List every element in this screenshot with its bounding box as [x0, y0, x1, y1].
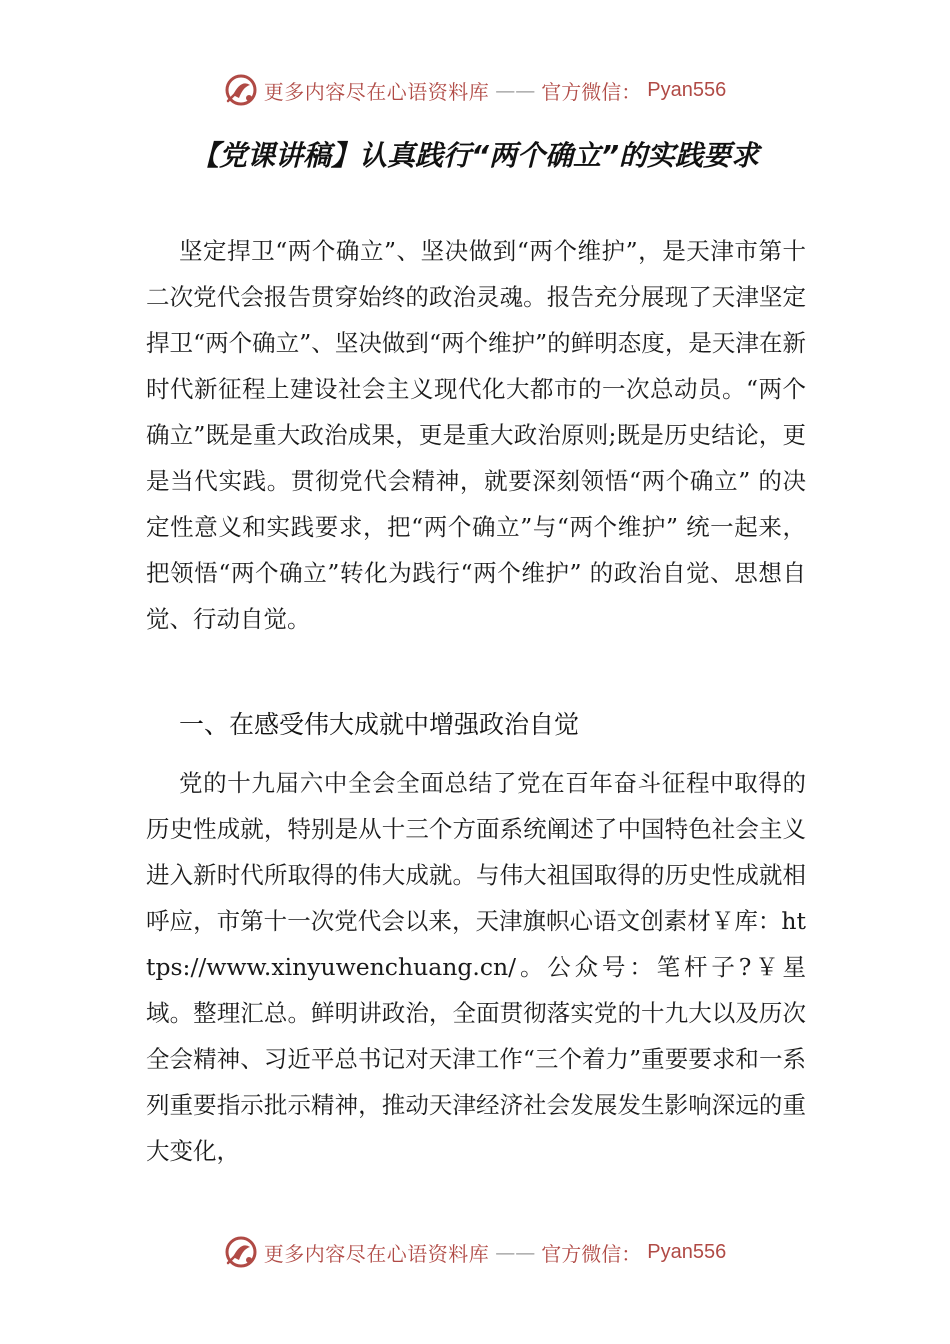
banner-separator: ——: [495, 1240, 536, 1264]
paragraph-1: 坚定捍卫“两个确立”、坚决做到“两个维护”，是天津市第十二次党代会报告贯穿始终的政治灵魂。报告充分展现了天津坚定捍卫“两个确立”、坚决做到“两个维护”的鲜明态度，是天津在新时代新征程上建设社会主义现代化大都市的一次总动员。“两个确立”既是重大政治成果，更是重大政治原则;既是历史结论，更是当代实践。贯彻党代会精神，就要深刻领悟“两个确立” 的决定性意义和实践要求，把“两个确立”与“两个维护” 统一起来，把领悟“两个确立”转化为践行“两个维护” 的政治自觉、思想自觉、行动自觉。: [146, 237, 806, 633]
banner-wechat-label: 官方微信：: [541, 79, 642, 104]
brand-logo-icon: [224, 1235, 258, 1269]
paragraph-2: 党的十九届六中全会全面总结了党在百年奋斗征程中取得的历史性成就，特别是从十三个方面系统阐述了中国特色社会主义进入新时代所取得的伟大成就。与伟大祖国取得的历史性成就相呼应，市第十一次党代会以来，天津旗帜心语文创素材￥库：https://www.xinyuwenchuang.cn/。公众号：笔杆子?￥星域。整理汇总。鲜明讲政治，全面贯彻落实党的十九大以及历次全会精神、习近平总书记对天津工作“三个着力”重要要求和一系列重要指示批示精神，推动天津经济社会发展发生影响深远的重大变化，: [146, 769, 806, 1165]
document-title: 【党课讲稿】认真践行“两个确立”的实践要求: [190, 139, 760, 172]
section-heading-1: 一、在感受伟大成就中增强政治自觉: [179, 710, 580, 739]
banner-slogan: 更多内容尽在心语资料库: [263, 79, 490, 104]
brand-logo-icon: [224, 73, 258, 107]
footer-banner: [0, 1232, 950, 1272]
header-banner: [0, 70, 950, 110]
banner-wechat-label: 官方微信：: [541, 1241, 642, 1266]
banner-separator: ——: [495, 78, 536, 102]
banner-slogan: 更多内容尽在心语资料库: [263, 1241, 490, 1266]
banner-wechat-id: Pyan556: [647, 78, 727, 101]
banner-wechat-id: Pyan556: [647, 1240, 727, 1263]
